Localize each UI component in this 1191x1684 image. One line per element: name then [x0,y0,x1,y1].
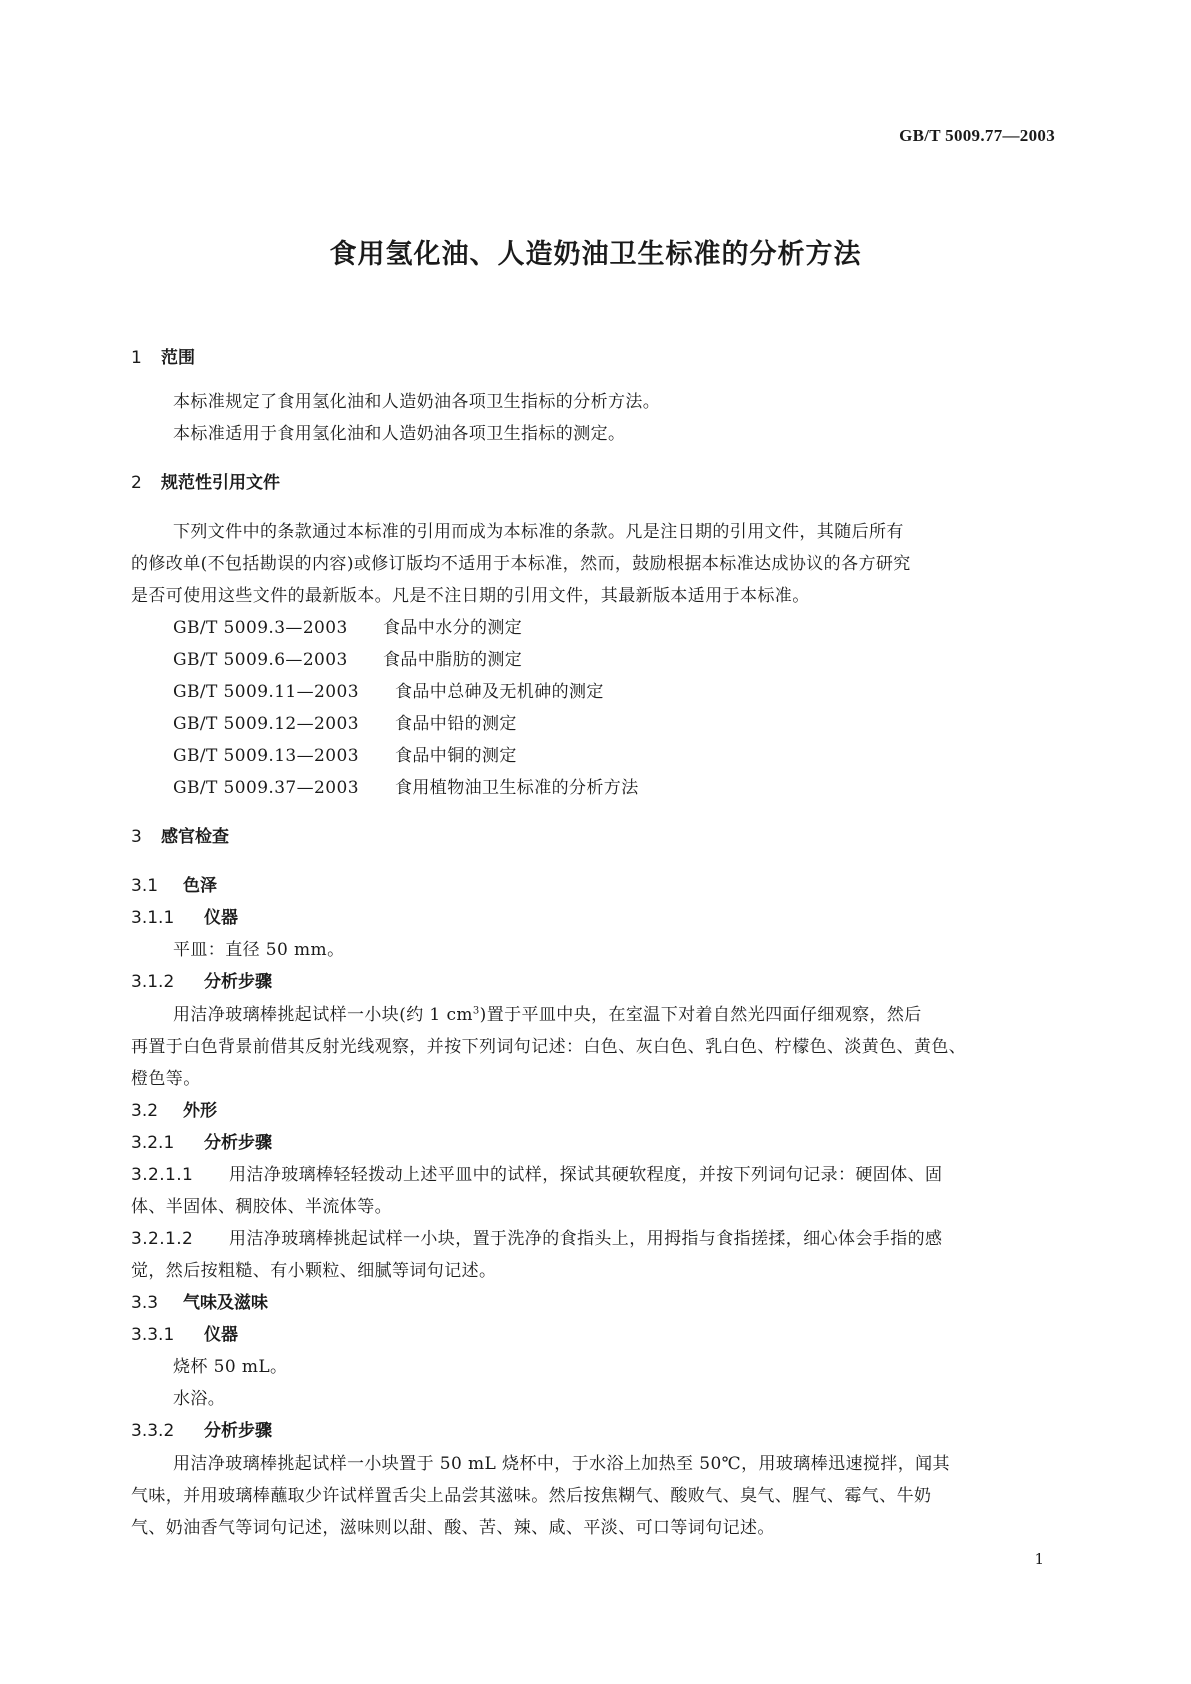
paragraph: 本标准规定了食用氢化油和人造奶油各项卫生指标的分析方法。 [173,392,661,412]
text-segment: 用洁净玻璃棒挑起试样一小块(约 1 cm [173,1005,473,1025]
paragraph-line: 觉，然后按粗糙、有小颗粒、细腻等词句记述。 [131,1261,497,1281]
paragraph-line: 用洁净玻璃棒挑起试样一小块置于 50 mL 烧杯中，于水浴上加热至 50℃，用玻璃棒迅速搅拌，闻其 [173,1454,950,1474]
paragraph-line: 体、半固体、稠胶体、半流体等。 [131,1197,392,1217]
section-title: 气味及滋味 [183,1293,268,1313]
section-3-heading [131,822,229,847]
paragraph-line: 再置于白色背景前借其反射光线观察，并按下列词句记述：白色、灰白色、乳白色、柠檬色、淡黄色、黄色、 [131,1037,967,1057]
section-number: 3.1.2 [131,972,175,992]
section-2-heading [131,468,280,493]
reference-code: GB/T 5009.37—2003 [173,778,359,798]
reference-title: 食品中脂肪的测定 [383,650,523,670]
subsection-3-1-1-heading [131,903,238,928]
section-title: 感官检查 [161,827,229,847]
paragraph-line: 下列文件中的条款通过本标准的引用而成为本标准的条款。凡是注日期的引用文件，其随后所有 [173,522,904,542]
subsection-3-3-heading [131,1288,268,1313]
paragraph: 平皿：直径 50 mm。 [173,940,345,960]
section-number: 3.3.2 [131,1421,175,1441]
section-number: 1 [131,348,142,368]
section-number: 3.1.1 [131,908,175,928]
paragraph-line: 橙色等。 [131,1069,201,1089]
paragraph: 本标准适用于食用氢化油和人造奶油各项卫生指标的测定。 [173,424,626,444]
paragraph: 水浴。 [173,1389,226,1409]
paragraph-line [173,1000,922,1025]
section-title: 分析步骤 [204,1133,272,1153]
reference-code: GB/T 5009.6—2003 [173,650,348,670]
subsection-3-2-heading [131,1096,217,1121]
section-title: 仪器 [204,1325,238,1345]
section-title: 外形 [183,1101,217,1121]
section-title: 规范性引用文件 [161,473,280,493]
text-segment: )置于平皿中央，在室温下对着自然光四面仔细观察，然后 [479,1005,922,1025]
section-title: 色泽 [183,876,217,896]
document-title: 食用氢化油、人造奶油卫生标准的分析方法 [329,239,862,270]
reference-code: GB/T 5009.3—2003 [173,618,348,638]
reference-code: GB/T 5009.12—2003 [173,714,359,734]
reference-code: GB/T 5009.11—2003 [173,682,359,702]
paragraph-line: 的修改单(不包括勘误的内容)或修订版均不适用于本标准，然而，鼓励根据本标准达成协议的各方研究 [131,554,911,574]
reference-item [173,741,517,766]
section-number: 3.3 [131,1293,159,1313]
text-segment: 用洁净玻璃棒轻轻拨动上述平皿中的试样，探试其硬软程度，并按下列词句记录：硬固体、固 [229,1165,943,1185]
section-title: 范围 [161,348,195,368]
reference-item [173,613,522,638]
section-number: 3.3.1 [131,1325,175,1345]
section-number: 3 [131,827,142,847]
reference-title: 食品中铜的测定 [395,746,517,766]
section-number: 3.2.1.2 [131,1229,194,1249]
paragraph-line [131,1224,942,1249]
paragraph-line: 气味，并用玻璃棒蘸取少许试样置舌尖上品尝其滋味。然后按焦糊气、酸败气、臭气、腥气、霉气、牛奶 [131,1486,932,1506]
paragraph: 烧杯 50 mL。 [173,1357,288,1377]
paragraph-line [131,1160,942,1185]
reference-item [173,645,522,670]
superscript: 3 [472,1005,480,1017]
section-number: 3.2.1 [131,1133,175,1153]
reference-title: 食品中铅的测定 [395,714,517,734]
reference-item [173,773,639,798]
section-number: 2 [131,473,142,493]
subsection-3-3-2-heading [131,1416,272,1441]
paragraph-line: 是否可使用这些文件的最新版本。凡是不注日期的引用文件，其最新版本适用于本标准。 [131,586,810,606]
standard-number: GB/T 5009.77—2003 [899,126,1055,145]
section-1-heading [131,343,195,368]
page-number: 1 [1034,1550,1044,1568]
subsection-3-1-2-heading [131,967,272,992]
subsection-3-1-heading [131,871,217,896]
section-number: 3.1 [131,876,159,896]
reference-item [173,709,517,734]
section-number: 3.2.1.1 [131,1165,194,1185]
reference-code: GB/T 5009.13—2003 [173,746,359,766]
section-number: 3.2 [131,1101,159,1121]
section-title: 分析步骤 [204,1421,272,1441]
reference-title: 食用植物油卫生标准的分析方法 [395,778,639,798]
subsection-3-2-1-heading [131,1128,272,1153]
text-segment: 用洁净玻璃棒挑起试样一小块，置于洗净的食指头上，用拇指与食指搓揉，细心体会手指的感 [229,1229,943,1249]
reference-item [173,677,604,702]
paragraph-line: 气、奶油香气等词句记述，滋味则以甜、酸、苦、辣、咸、平淡、可口等词句记述。 [131,1518,775,1538]
reference-title: 食品中总砷及无机砷的测定 [395,682,604,702]
subsection-3-3-1-heading [131,1320,238,1345]
reference-title: 食品中水分的测定 [383,618,523,638]
section-title: 仪器 [204,908,238,928]
section-title: 分析步骤 [204,972,272,992]
